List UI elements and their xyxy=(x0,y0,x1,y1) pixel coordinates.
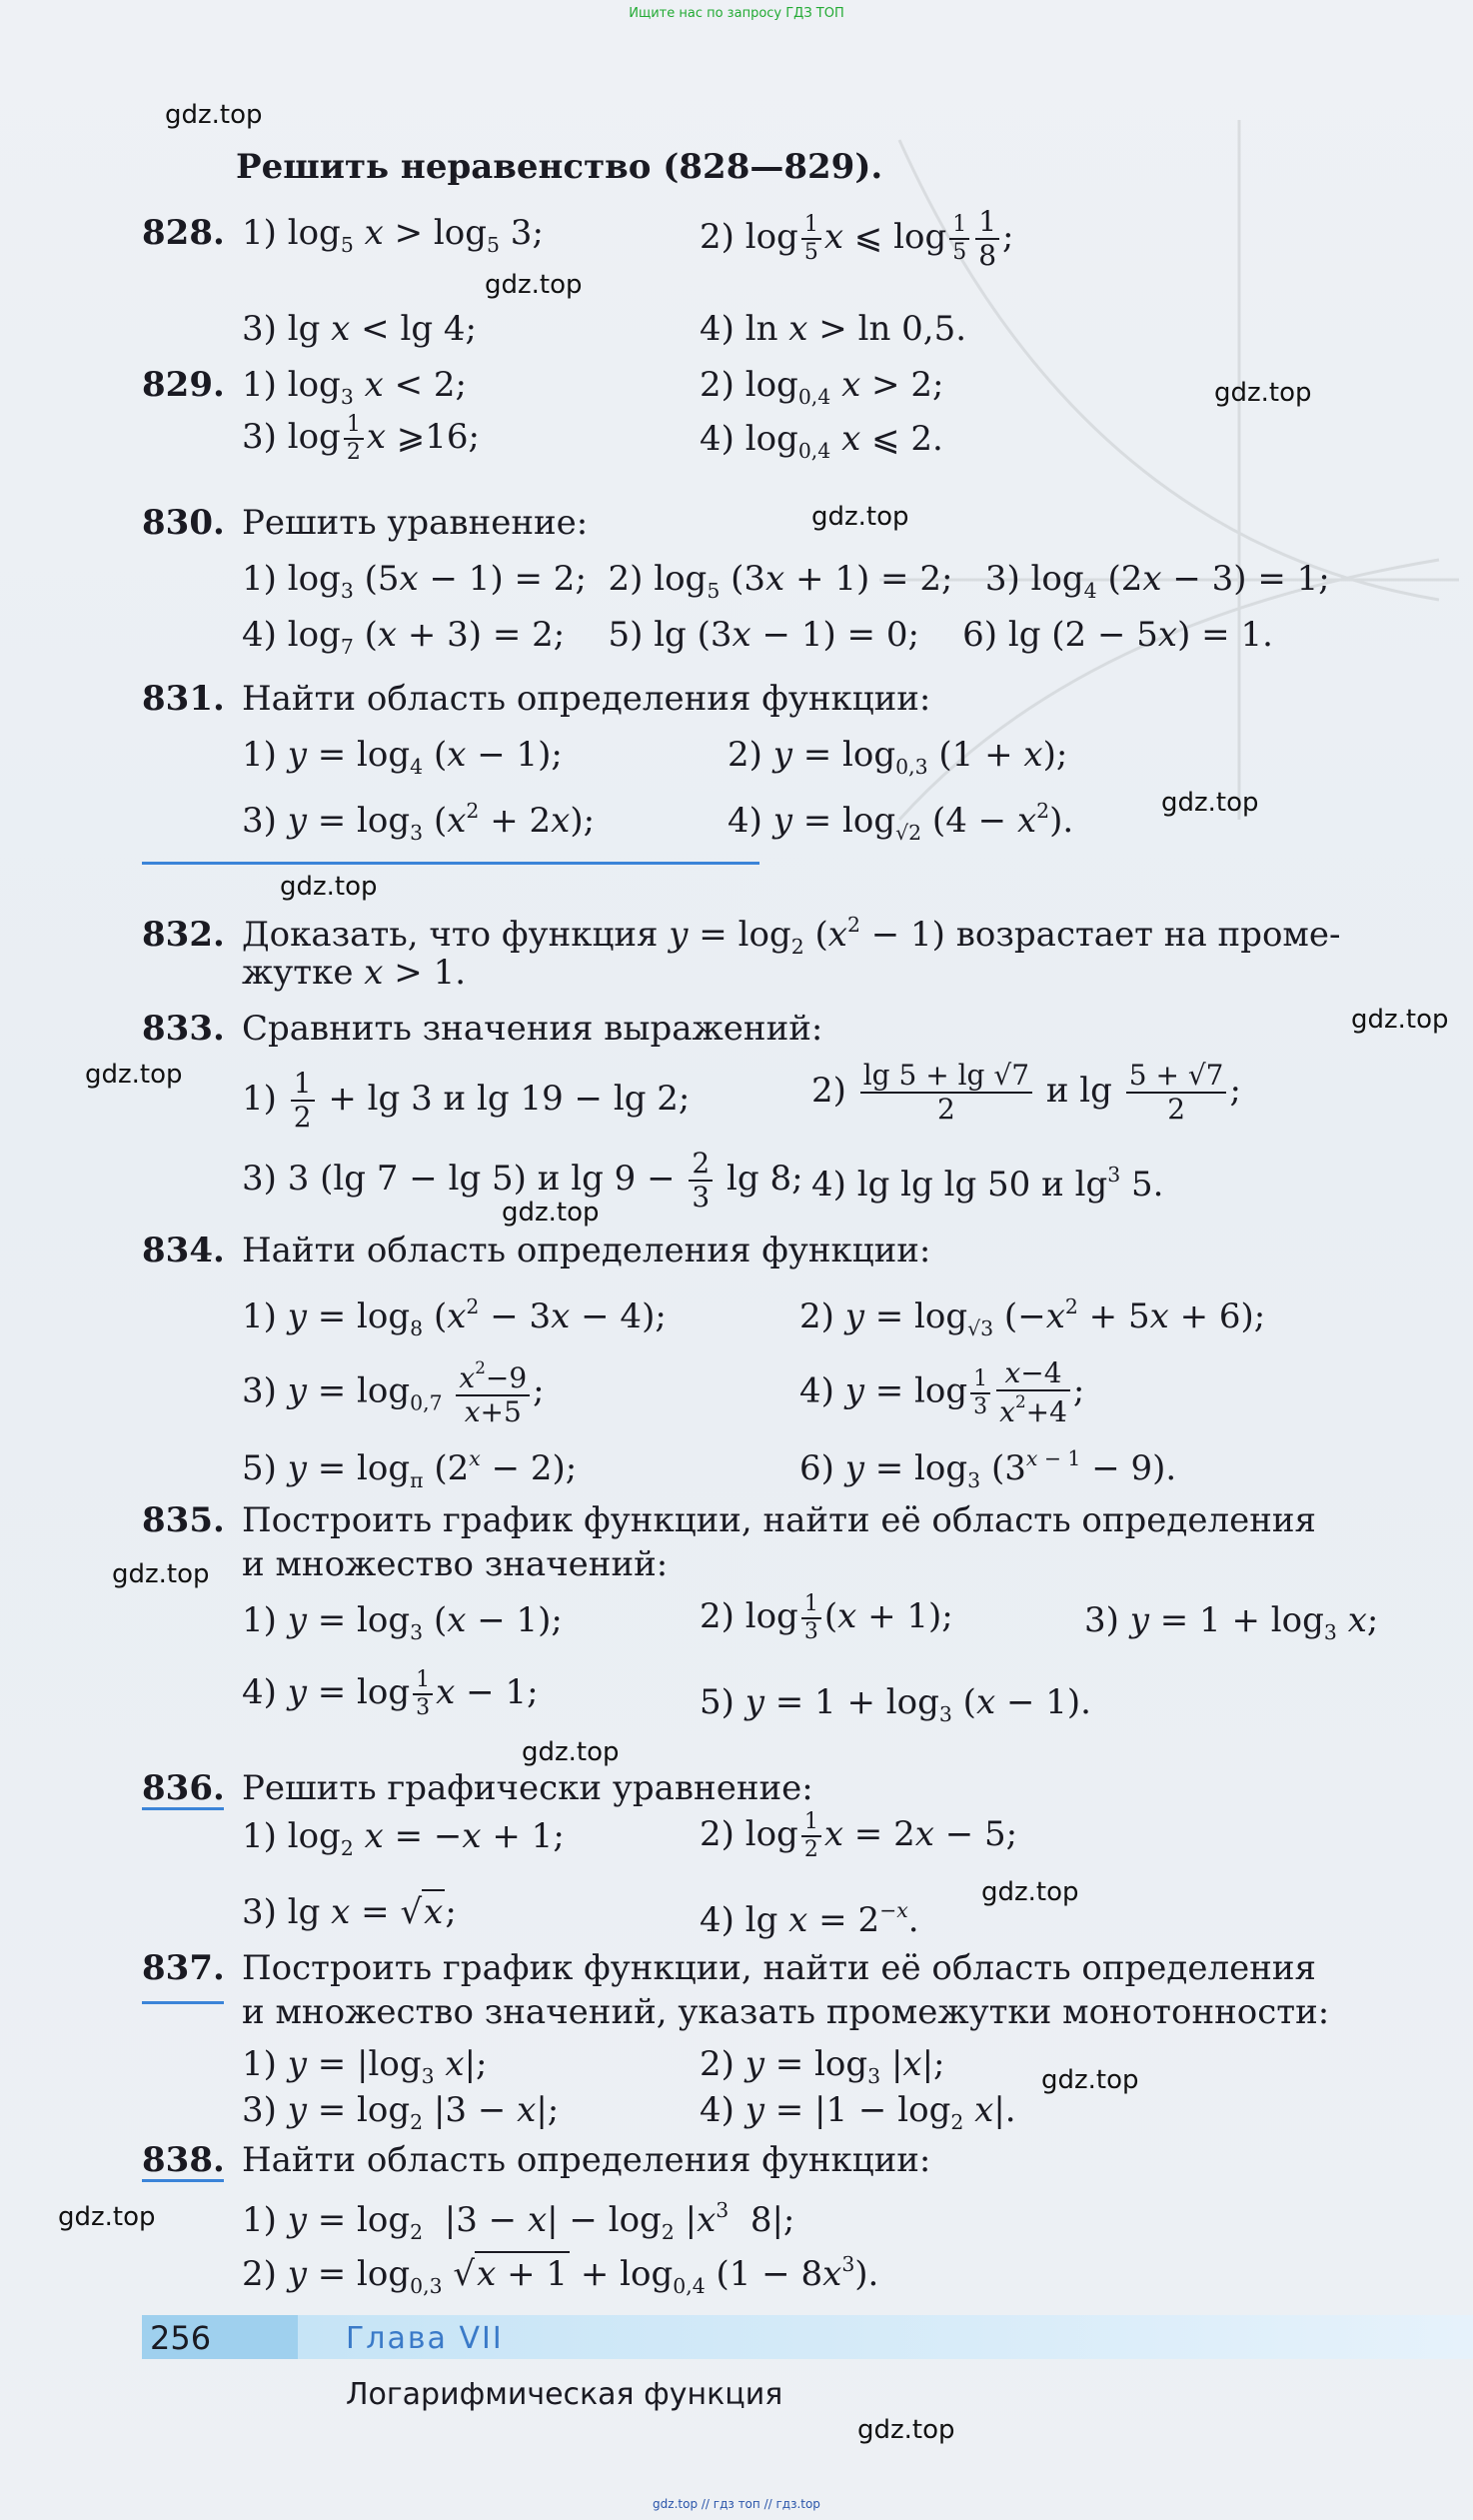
watermark: gdz.top xyxy=(1041,2065,1139,2095)
watermark: gdz.top xyxy=(1214,378,1312,408)
problem-837-part3: 3) $y = \log_2 |3 - x|$; xyxy=(242,2090,560,2134)
section-heading: Решить неравенство (828—829). xyxy=(236,147,883,187)
problem-838-part2: 2) $y = \log_{0,3} √x + 1 + \log_{0,4} (1 - 8x^3)$. xyxy=(242,2252,879,2298)
problem-835-row1: 835. Построить график функции, найти её область определения xyxy=(142,1500,1316,1540)
problem-829-row1: 829. 1) $\log_3 x < 2$; xyxy=(142,365,467,409)
watermark: gdz.top xyxy=(1161,788,1259,818)
problem-834-part3: 3) $y = \log_{0,7}$ $\frac{x^2-9}{x+5}$ ; xyxy=(242,1357,545,1428)
watermark: gdz.top xyxy=(112,1559,210,1589)
problem-837-part4: 4) $y = |1 - \log_2 x|$. xyxy=(700,2090,1016,2134)
problem-837-underline xyxy=(142,2001,224,2004)
watermark: gdz.top xyxy=(165,100,263,130)
watermark: gdz.top xyxy=(502,1198,600,1228)
problem-828-part2: 2) log $\frac{1}{5}$ x ⩽ log $\frac{1}{5}$ $\frac{1}{8}$ ; xyxy=(700,205,1014,272)
problem-829-part4: 4) $\log_{0,4} x$ ⩽ 2. xyxy=(700,419,943,463)
watermark: gdz.top xyxy=(981,1877,1079,1907)
problem-835-row2: и множество значений: xyxy=(242,1544,669,1584)
problem-831-part2: 2) $y = \log_{0,3} (1 + x)$; xyxy=(728,735,1068,779)
problem-834-part2: 2) $y = \log_{√3} (-x^2 + 5x + 6)$; xyxy=(799,1294,1266,1340)
problem-835-part2: 2) log $\frac{1}{3}$ (x + 1); xyxy=(700,1591,953,1644)
watermark: gdz.top xyxy=(811,502,909,532)
chapter-label: Глава VII xyxy=(346,2321,504,2356)
watermark: gdz.top xyxy=(522,1737,620,1767)
top-banner: Ищите нас по запросу ГДЗ ТОП xyxy=(629,6,844,21)
problem-835-part1: 1) $y = \log_3 (x - 1)$; xyxy=(242,1600,563,1644)
problem-836-part1: 1) $\log_2 x = -x + 1$; xyxy=(242,1816,565,1860)
problem-828-row1: 828. 1) $\log_5 x > \log_5 3$; xyxy=(142,213,544,257)
problem-830-title: 830. Решить уравнение: xyxy=(142,503,589,543)
problem-831-part3: 3) $y = \log_3 (x^2 + 2x)$; xyxy=(242,799,596,845)
problem-836-part2: 2) log $\frac{1}{2}$ x = 2x − 5; xyxy=(700,1809,1018,1862)
problem-830-row2: 4) $\log_7 (x + 3) = 2$; 5) lg (3x − 1) = 0; 6) lg (2 − 5x) = 1. xyxy=(242,615,1273,659)
problem-829-part3: 3) log $\frac{1}{2}$ x ⩾16; xyxy=(242,412,481,465)
problem-835-part3: 3) $y = 1 + \log_3 x$; xyxy=(1084,1600,1379,1644)
watermark: gdz.top xyxy=(485,270,583,300)
watermark: gdz.top xyxy=(85,1060,183,1090)
chapter-title: Логарифмическая функция xyxy=(346,2377,783,2412)
problem-830-row1: 1) $\log_3 (5x - 1) = 2$; 2) $\log_5 (3x + 1) = 2$; 3) $\log_4 (2x - 3) = 1$; xyxy=(242,559,1330,603)
problem-828-part3: 3) lg x < lg 4; xyxy=(242,309,477,349)
problem-831-row1: 1) $y = \log_4 (x - 1)$; xyxy=(242,735,563,779)
problem-835-part4: 4) y = log $\frac{1}{3}$ x − 1; xyxy=(242,1667,539,1720)
problem-833-part4: 4) lg lg lg 50 и $\lg^3 5$. xyxy=(811,1163,1164,1205)
problem-838-title: 838. Найти область определения функции: xyxy=(142,2140,931,2180)
bottom-banner: gdz.top // гдз топ // гдз.top xyxy=(653,2497,820,2511)
problem-828-part4: 4) ln x > ln 0,5. xyxy=(700,309,967,349)
watermark: gdz.top xyxy=(280,872,378,902)
problem-837-row1: 837. Построить график функции, найти её область определения xyxy=(142,1948,1316,1988)
problem-833-title: 833. Сравнить значения выражений: xyxy=(142,1009,823,1049)
problem-834-title: 834. Найти область определения функции: xyxy=(142,1231,931,1270)
problem-831-title: 831. Найти область определения функции: xyxy=(142,679,931,719)
problem-834-part1: 1) $y = \log_8 (x^2 - 3x - 4)$; xyxy=(242,1294,667,1340)
problem-832-row2: жутке x > 1. xyxy=(242,953,467,993)
watermark: gdz.top xyxy=(1351,1005,1449,1035)
problem-838-part1: 1) $y = \log_2 |3 - x| - \log_2 |x^3$ 8|; xyxy=(242,2198,795,2244)
problem-837-row2: и множество значений, указать промежутки монотонности: xyxy=(242,1992,1330,2032)
problem-834-part5: 5) $y = \log_\pi (2^x - 2)$; xyxy=(242,1446,578,1492)
problem-837-part1: 1) $y = |\log_3$ x|; xyxy=(242,2044,488,2088)
watermark: gdz.top xyxy=(857,2415,955,2445)
problem-834-part6: 6) $y = \log_3 (3^{x - 1} - 9)$. xyxy=(799,1446,1177,1492)
problem-833-part3: 3) 3 (lg 7 − lg 5) и lg 9 − $\frac{2}{3}$ lg 8; xyxy=(242,1147,803,1214)
problem-832-row1: 832. Доказать, что функция $y = \log_2 (x^2 - 1)$ возрастает на проме- xyxy=(142,913,1341,959)
divider-line xyxy=(142,862,759,865)
problem-837-part2: 2) $y = \log_3 |x|$; xyxy=(700,2044,945,2088)
problem-831-part4: 4) $y = \log_{√2} (4 - x^2)$. xyxy=(728,799,1074,845)
watermark: gdz.top xyxy=(58,2202,156,2232)
problem-834-part4: 4) y = log $\frac{1}{3}$ $\frac{x-4}{x^2+4}$ ; xyxy=(799,1356,1085,1428)
problem-833-part2: 2) $\frac{\lg 5 + \lg √7}{2}$ и lg $\frac{5 + √7}{2}$ ; xyxy=(811,1059,1241,1126)
problem-836-title: 836. Решить графически уравнение: xyxy=(142,1768,813,1808)
problem-836-part3: 3) lg x = √x; xyxy=(242,1889,457,1933)
problem-829-part2: 2) $\log_{0,4} x > 2$; xyxy=(700,365,944,409)
problem-833-part1: 1) $\frac{1}{2}$ + lg 3 и lg 19 − lg 2; xyxy=(242,1067,691,1134)
problem-835-part5: 5) $y = 1 + \log_3 (x - 1)$. xyxy=(700,1682,1091,1726)
page-number: 256 xyxy=(150,2319,212,2357)
problem-836-part4: 4) $\lg x = 2^{-x}$. xyxy=(700,1898,919,1940)
